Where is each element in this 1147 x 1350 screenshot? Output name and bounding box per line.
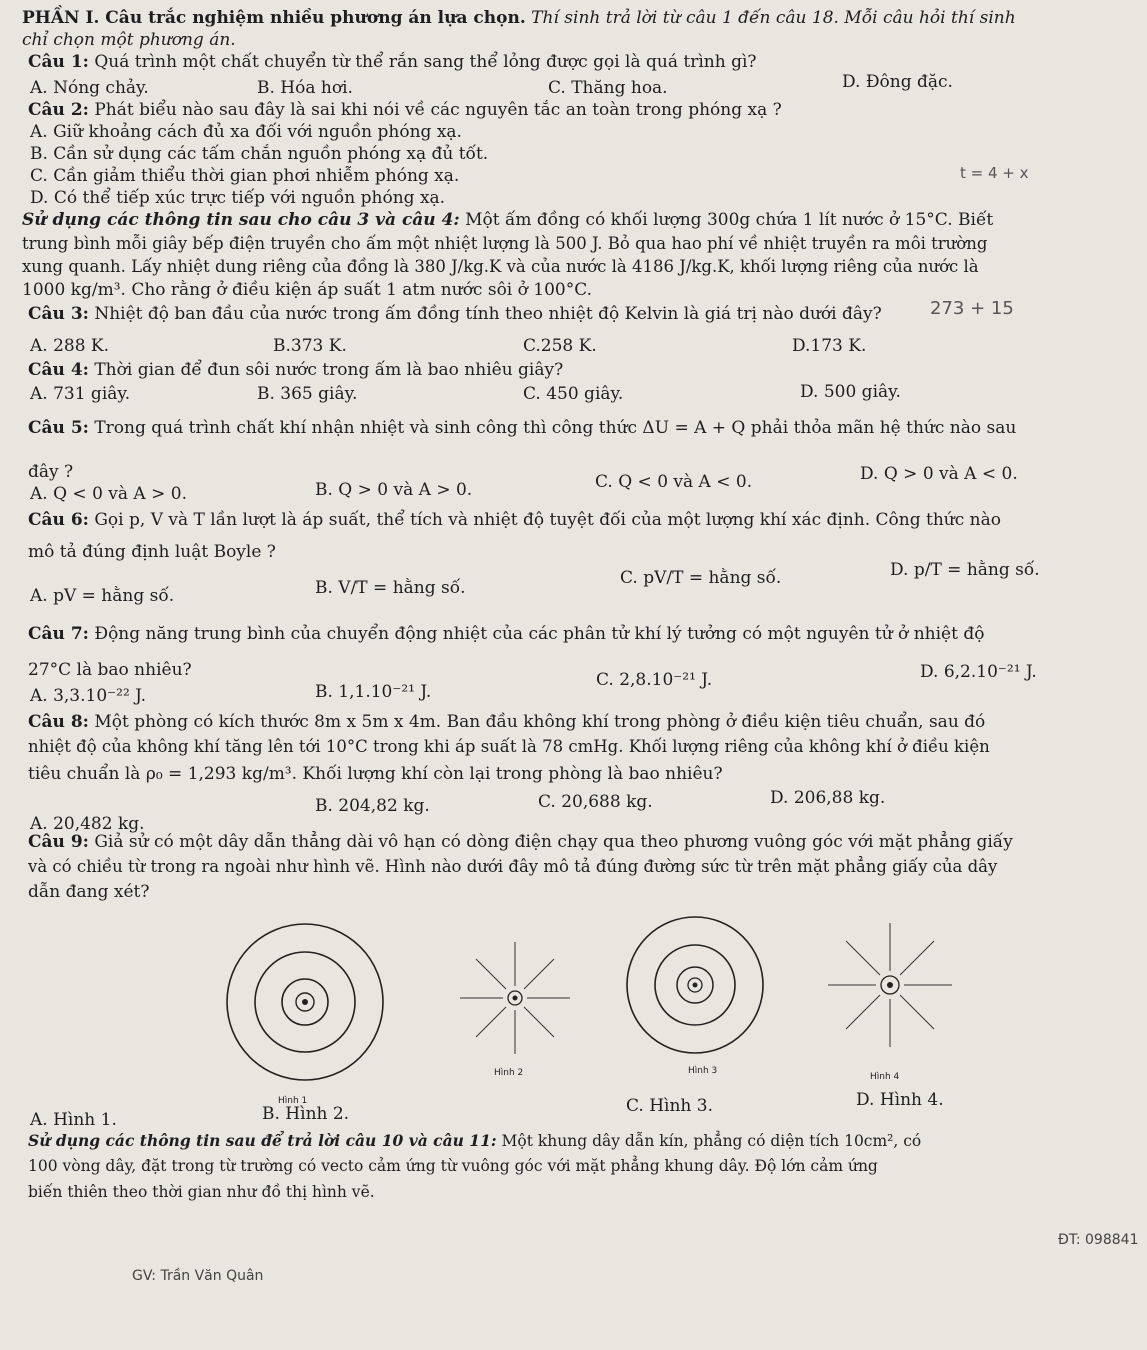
q3-option-b[interactable]: B.373 K.	[273, 336, 347, 356]
shared-lead: Sử dụng các thông tin sau cho câu 3 và câu 4:	[22, 210, 460, 230]
figure-2-radial-field	[450, 930, 580, 1060]
question-6-cont: mô tả đúng định luật Boyle ?	[28, 542, 276, 562]
figure-3-concentric-field	[620, 910, 770, 1060]
q1-option-a[interactable]: A. Nóng chảy.	[30, 78, 149, 98]
shared-text: Một ấm đồng có khối lượng 300g chứa 1 lít nước ở 15°C. Biết	[465, 210, 994, 230]
q9-option-c[interactable]: C. Hình 3.	[626, 1096, 713, 1116]
shared-info-3-4	[22, 210, 993, 231]
q7-option-a[interactable]: A. 3,3.10⁻²² J.	[30, 686, 147, 706]
part-instruction: Thí sinh trả lời từ câu 1 đến câu 18. Mỗi câu hỏi thí sinh	[531, 8, 1016, 28]
figure-1-label: Hình 1	[278, 1096, 308, 1106]
q5-option-a[interactable]: A. Q < 0 và A > 0.	[30, 484, 187, 504]
question-9-cont: và có chiều từ trong ra ngoài như hình vẽ. Hình nào dưới đây mô tả đúng đường sức từ trên mặt phẳng giấy của dây	[28, 857, 998, 876]
q9-option-a[interactable]: A. Hình 1.	[30, 1110, 117, 1130]
q7-option-d[interactable]: D. 6,2.10⁻²¹ J.	[920, 662, 1037, 682]
question-9	[28, 832, 1013, 853]
figure-3-label: Hình 3	[688, 1066, 718, 1076]
question-9-cont-2: dẫn đang xét?	[28, 882, 150, 902]
question-text: Thời gian để đun sôi nước trong ấm là bao nhiêu giây?	[94, 360, 564, 380]
figure-1-concentric-field	[220, 920, 390, 1090]
q1-option-d[interactable]: D. Đông đặc.	[842, 72, 953, 92]
footer-code: ĐT: 098841	[1058, 1232, 1139, 1248]
question-5-cont: đây ?	[28, 462, 74, 482]
shared-info-10-11	[28, 1130, 921, 1152]
q4-option-c[interactable]: C. 450 giây.	[523, 384, 624, 404]
question-6	[28, 510, 1001, 531]
question-label: Câu 1:	[28, 52, 89, 72]
question-label: Câu 9:	[28, 832, 89, 852]
q3-option-d[interactable]: D.173 K.	[792, 336, 867, 356]
shared-info-3-4-line2: trung bình mỗi giây bếp điện truyền cho ấm một nhiệt lượng là 500 J. Bỏ qua hao phí về nhiệt truyền ra môi trường	[22, 234, 988, 253]
figure-4-label: Hình 4	[870, 1072, 900, 1082]
question-text: Một phòng có kích thước 8m x 5m x 4m. Ban đầu không khí trong phòng ở điều kiện tiêu chuẩn, sau đó	[94, 712, 986, 732]
shared-text: Một khung dây dẫn kín, phẳng có diện tích 10cm², có	[501, 1132, 922, 1150]
question-7-cont: 27°C là bao nhiêu?	[28, 660, 192, 680]
question-label: Câu 6:	[28, 510, 89, 530]
q8-option-a[interactable]: A. 20,482 kg.	[30, 814, 145, 834]
shared-lead: Sử dụng các thông tin sau để trả lời câu 10 và câu 11:	[28, 1131, 497, 1150]
question-7	[28, 624, 984, 645]
q8-option-b[interactable]: B. 204,82 kg.	[315, 796, 430, 816]
q1-option-c[interactable]: C. Thăng hoa.	[548, 78, 668, 98]
question-8-cont: nhiệt độ của không khí tăng lên tới 10°C trong khi áp suất là 78 cmHg. Khối lượng riêng của không khí ở điều kiện	[28, 737, 990, 756]
q3-option-c[interactable]: C.258 K.	[523, 336, 597, 356]
question-5	[28, 418, 1016, 439]
shared-info-10-11-line3: biến thiên theo thời gian như đồ thị hình vẽ.	[28, 1183, 375, 1201]
q8-option-d[interactable]: D. 206,88 kg.	[770, 788, 886, 808]
q1-option-b[interactable]: B. Hóa hơi.	[257, 78, 353, 98]
question-8-cont-2: tiêu chuẩn là ρ₀ = 1,293 kg/m³. Khối lượng khí còn lại trong phòng là bao nhiêu?	[28, 764, 723, 784]
q2-option-d[interactable]: D. Có thể tiếp xúc trực tiếp với nguồn phóng xạ.	[30, 188, 446, 208]
question-text: Động năng trung bình của chuyển động nhiệt của các phân tử khí lý tưởng có một nguyên tử ở nhiệt độ	[94, 624, 985, 644]
figure-4-radial-field	[820, 915, 960, 1055]
question-label: Câu 5:	[28, 418, 89, 438]
handwritten-note-2: 273 + 15	[930, 298, 1014, 319]
part-title: PHẦN I. Câu trắc nghiệm nhiều phương án lựa chọn.	[22, 8, 526, 28]
question-label: Câu 4:	[28, 360, 89, 380]
q6-option-c[interactable]: C. pV/T = hằng số.	[620, 568, 782, 588]
part-instruction-2: chỉ chọn một phương án.	[22, 30, 236, 50]
q2-option-c[interactable]: C. Cần giảm thiểu thời gian phơi nhiễm phóng xạ.	[30, 166, 460, 186]
question-2	[28, 100, 782, 121]
q5-option-b[interactable]: B. Q > 0 và A > 0.	[315, 480, 473, 500]
question-label: Câu 2:	[28, 100, 89, 120]
q4-option-b[interactable]: B. 365 giây.	[257, 384, 358, 404]
question-3	[28, 304, 882, 325]
shared-info-3-4-line4: 1000 kg/m³. Cho rằng ở điều kiện áp suất 1 atm nước sôi ở 100°C.	[22, 280, 593, 300]
q6-option-b[interactable]: B. V/T = hằng số.	[315, 578, 466, 598]
q7-option-c[interactable]: C. 2,8.10⁻²¹ J.	[596, 670, 713, 690]
q2-option-a[interactable]: A. Giữ khoảng cách đủ xa đối với nguồn phóng xạ.	[30, 122, 462, 142]
question-8	[28, 712, 985, 733]
question-label: Câu 8:	[28, 712, 89, 732]
q6-option-a[interactable]: A. pV = hằng số.	[30, 586, 175, 606]
question-text: Nhiệt độ ban đầu của nước trong ấm đồng tính theo nhiệt độ Kelvin là giá trị nào dưới đây?	[94, 304, 882, 324]
q4-option-a[interactable]: A. 731 giây.	[30, 384, 131, 404]
question-text: Phát biểu nào sau đây là sai khi nói về các nguyên tắc an toàn trong phóng xạ ?	[94, 100, 782, 120]
q5-option-c[interactable]: C. Q < 0 và A < 0.	[595, 472, 753, 492]
shared-info-10-11-line2: 100 vòng dây, đặt trong từ trường có vecto cảm ứng từ vuông góc với mặt phẳng khung dây. Độ lớn cảm ứng	[28, 1157, 878, 1175]
footer-teacher: GV: Trần Văn Quân	[132, 1268, 264, 1284]
shared-info-3-4-line3: xung quanh. Lấy nhiệt dung riêng của đồng là 380 J/kg.K và của nước là 4186 J/kg.K, khối lượng riêng của nước là	[22, 257, 979, 276]
question-label: Câu 3:	[28, 304, 89, 324]
figure-2-label: Hình 2	[494, 1068, 524, 1078]
question-label: Câu 7:	[28, 624, 89, 644]
q9-option-b[interactable]: B. Hình 2.	[262, 1104, 350, 1124]
question-text: Giả sử có một dây dẫn thẳng dài vô hạn có dòng điện chạy qua theo phương vuông góc với mặt phẳng giấy	[94, 832, 1013, 852]
question-4	[28, 360, 563, 381]
part-header	[22, 8, 1016, 29]
q6-option-d[interactable]: D. p/T = hằng số.	[890, 560, 1040, 580]
q4-option-d[interactable]: D. 500 giây.	[800, 382, 901, 402]
question-text: Quá trình một chất chuyển từ thể rắn sang thể lỏng được gọi là quá trình gì?	[94, 52, 757, 72]
q8-option-c[interactable]: C. 20,688 kg.	[538, 792, 653, 812]
q7-option-b[interactable]: B. 1,1.10⁻²¹ J.	[315, 682, 432, 702]
question-text: Gọi p, V và T lần lượt là áp suất, thể tích và nhiệt độ tuyệt đối của một lượng khí xác định. Công thức nào	[94, 510, 1001, 530]
question-text: Trong quá trình chất khí nhận nhiệt và sinh công thì công thức ΔU = A + Q phải thỏa mãn hệ thức nào sau	[94, 418, 1017, 438]
q9-option-d[interactable]: D. Hình 4.	[856, 1090, 944, 1110]
q5-option-d[interactable]: D. Q > 0 và A < 0.	[860, 464, 1018, 484]
handwritten-note-1: t = 4 + x	[960, 164, 1029, 182]
question-1	[28, 52, 757, 73]
q3-option-a[interactable]: A. 288 K.	[30, 336, 110, 356]
q2-option-b[interactable]: B. Cần sử dụng các tấm chắn nguồn phóng xạ đủ tốt.	[30, 144, 489, 164]
